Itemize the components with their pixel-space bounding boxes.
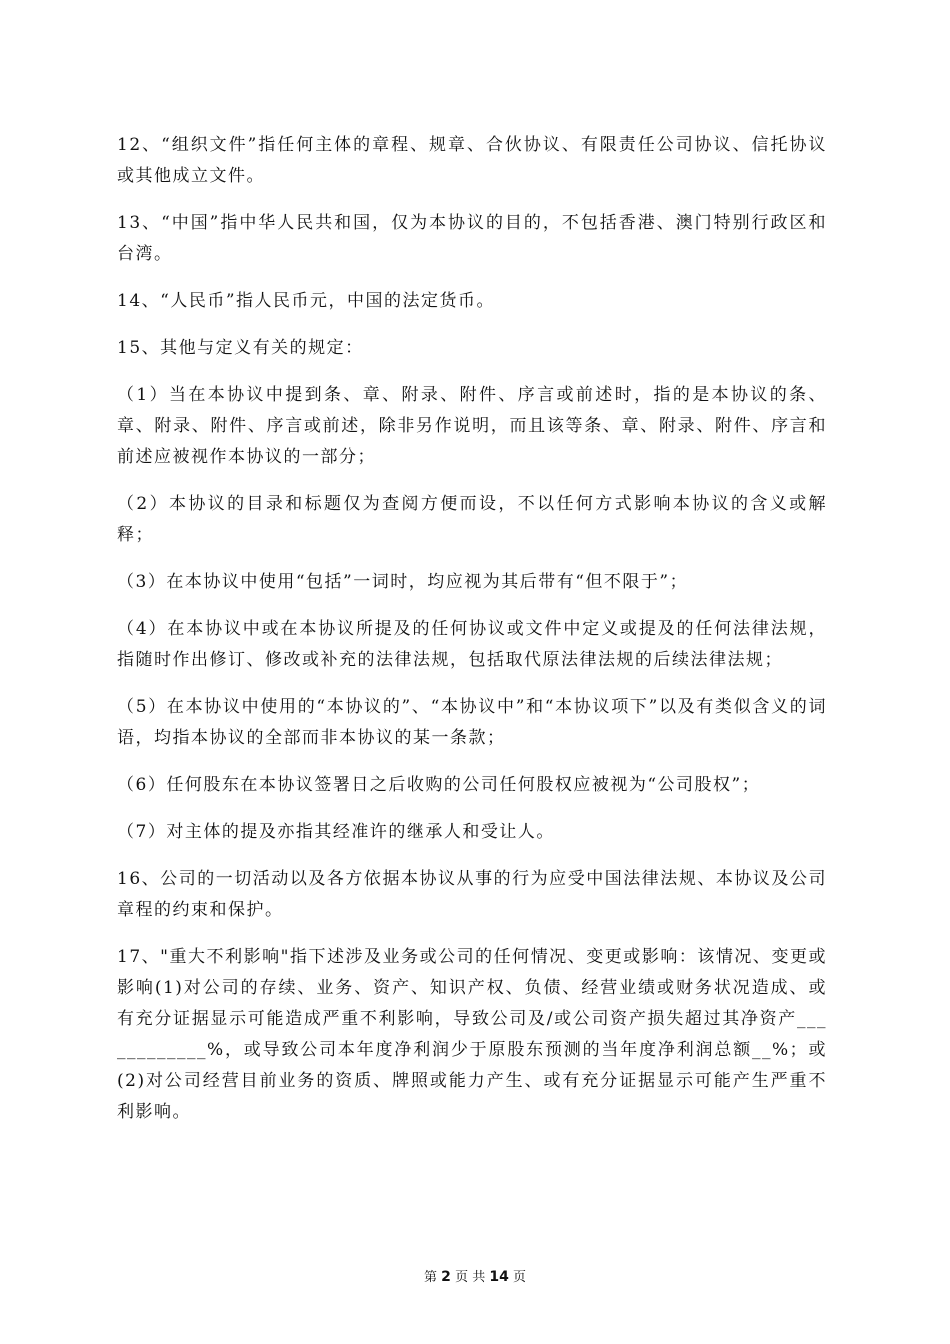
clause-15-item-5: （5）在本协议中使用的“本协议的”、“本协议中”和“本协议项下”以及有类似含义的词语，均指本协议的全部而非本协议的某一条款； [117,697,827,748]
page-footer [0,1266,950,1285]
clause-15-item-6: （6）任何股东在本协议签署日之后收购的公司任何股权应被视为“公司股权”； [117,775,761,795]
clause-15-item-2: （2）本协议的目录和标题仅为查阅方便而设，不以任何方式影响本协议的含义或解释； [117,494,827,545]
clause-12: 12、“组织文件”指任何主体的章程、规章、合伙协议、有限责任公司协议、信托协议或其他成立文件。 [117,135,827,186]
clause-17: 17、"重大不利影响"指下述涉及业务或公司的任何情况、变更或影响：该情况、变更或影响(1)对公司的存续、业务、资产、知识产权、负债、经营业绩或财务状况造成、或有充分证据显示可能造成严重不利影响，导致公司及/或公司资产损失超过其净资产____________%，或导致公司本年度净利润少于原股东预测的当年度净利润总额__%；或(2)对公司经营目前业务的资质、牌照或能力产生、或有充分证据显示可能产生严重不利影响。 [117,947,827,1122]
clause-15-item-4: （4）在本协议中或在本协议所提及的任何协议或文件中定义或提及的任何法律法规，指随时作出修订、修改或补充的法律法规，包括取代原法律法规的后续法律法规； [117,619,827,670]
total-pages-number: 14 [489,1269,509,1285]
document-body [117,130,827,1144]
clause-16: 16、公司的一切活动以及各方依据本协议从事的行为应受中国法律法规、本协议及公司章程的约束和保护。 [117,869,827,920]
clause-15-item-3: （3）在本协议中使用“包括”一词时，均应视为其后带有“但不限于”； [117,572,689,592]
footer-prefix: 第 [424,1270,438,1285]
current-page-number: 2 [441,1269,451,1285]
footer-middle: 页 共 [455,1270,486,1285]
footer-suffix: 页 [512,1270,526,1285]
clause-15: 15、其他与定义有关的规定： [117,338,364,358]
clause-15-item-7: （7）对主体的提及亦指其经准许的继承人和受让人。 [117,822,555,842]
clause-13: 13、“中国”指中华人民共和国，仅为本协议的目的，不包括香港、澳门特别行政区和台湾。 [117,213,827,264]
clause-14: 14、“人民币”指人民币元，中国的法定货币。 [117,291,496,311]
clause-15-item-1: （1）当在本协议中提到条、章、附录、附件、序言或前述时，指的是本协议的条、章、附录、附件、序言或前述，除非另作说明，而且该等条、章、附录、附件、序言和前述应被视作本协议的一部分； [117,385,827,467]
